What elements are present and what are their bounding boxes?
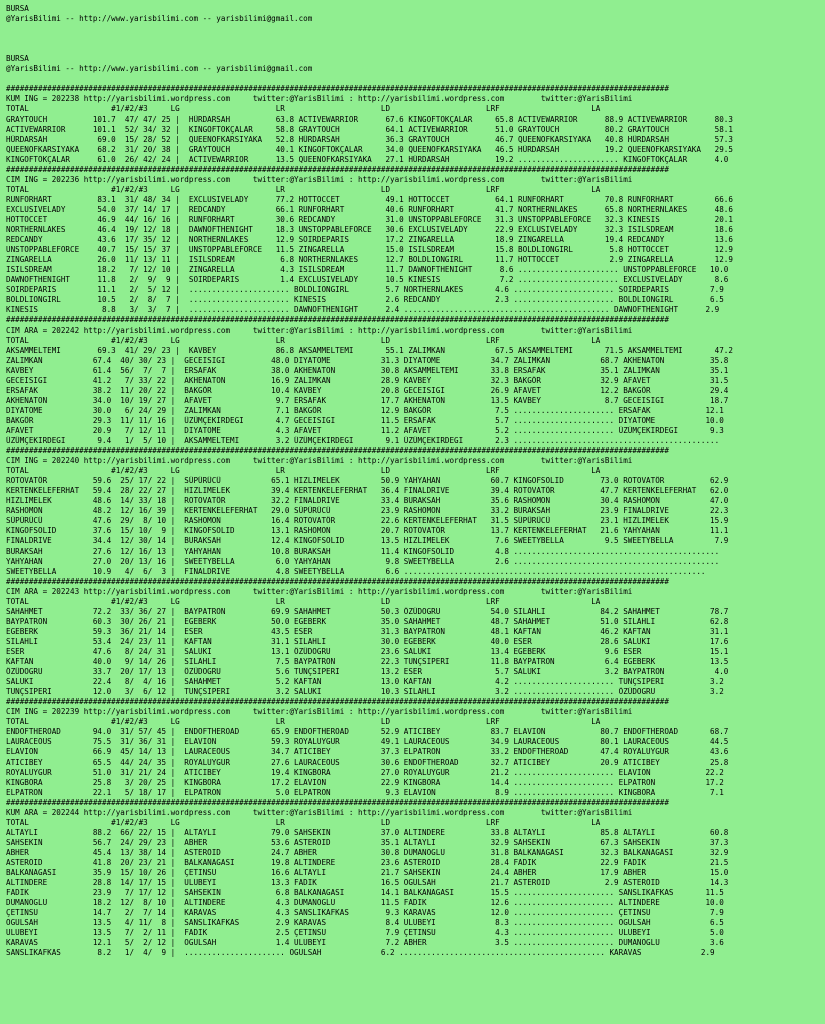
text-line: ELPATRON 22.1 5/ 18/ 17 | ELPATRON 5.0 ELPATRON 9.3 ELAVION 8.9 ...................... KINGBORA 7.1 (6, 787, 724, 797)
text-line: KUM ARA = 202244 http://yarisbilimi.wordpress.com twitter:@YarisBilimi : http://yarisbilimi.wordpress.com twitter:@YarisBilimi (6, 807, 633, 817)
text-line: LAURACEOUS 75.5 31/ 36/ 31 | ELAVION 59.3 ROYALUYGUR 49.1 LAURACEOUS 34.9 LAURACEOUS 80.1 LAURACEOUS 44.5 (6, 737, 729, 747)
text-line: UNSTOPPABLEFORCE 40.7 15/ 15/ 37 | UNSTOPPABLEFORCE 11.5 ZINGARELLA 15.0 ISILSDREAM 15.8 BOLDLIONGIRL 5.8 HOTTOCCET 12.9 (6, 245, 733, 255)
text-line: SÜPÜRÜCÜ 47.6 29/ 8/ 10 | RASHOMON 16.4 ROTOVATÖR 22.6 KERTENKELEFERHAT 31.5 SÜPÜRÜCÜ 23.1 HIZLIMELEK 15.9 (6, 516, 729, 526)
text-line: SANSLIKAFKAS 8.2 1/ 4/ 9 | ...................... OGULSAH 6.2 ............................................. KARAVAS 2.9 (6, 948, 715, 958)
text-line: BAKGÖR 29.3 11/ 11/ 16 | ÜZÜMÇEKIRDEGI 4.7 GECEISIGI 11.5 ERSAFAK 5.7 ...................... DIYATOME 10.0 (6, 415, 724, 425)
text-line: BURSA (6, 4, 29, 13)
text-line: KINGBORA 25.8 3/ 20/ 25 | KINGBORA 17.2 ELAVION 22.9 KINGBORA 14.4 ...................... ELPATRON 17.2 (6, 777, 724, 787)
text-line: CIM ING = 202240 http://yarisbilimi.wordpress.com twitter:@YarisBilimi : http://yarisbilimi.wordpress.com twitter:@YarisBilimi (6, 456, 633, 466)
text-line: FINALDRIVE 34.4 12/ 30/ 14 | BURAKSAH 12.4 KINGOFSOLID 13.5 HIZLIMELEK 7.6 SWEETYBELLA 9.5 SWEETYBELLA 7.9 (6, 536, 729, 546)
text-line: ATICIBEY 65.5 44/ 24/ 35 | ROYALUYGUR 27.6 LAURACEOUS 30.6 ENDOFTHEROAD 32.7 ATICIBEY 20.9 ATICIBEY 25.8 (6, 757, 729, 767)
text-line: HIZLIMELEK 48.6 14/ 33/ 18 | ROTOVATÖR 32.2 FINALDRIVE 33.4 BURAKSAH 35.6 RASHOMON 30.4 RASHOMON 47.0 (6, 496, 729, 506)
text-line: ACTIVEWARRIOR 101.1 52/ 34/ 32 | KINGOFTOKÇALAR 58.8 GRAYTOUCH 64.1 ACTIVEWARRIOR 51.0 GRAYTOUCH 80.2 GRAYTOUCH 58.1 (6, 124, 733, 134)
text-line: SILAHLI 53.4 24/ 23/ 11 | KAFTAN 31.1 SILAHLI 30.0 EGEBERK 40.0 ESER 28.6 SALUKI 17.6 (6, 636, 729, 646)
text-line: ################################################################################################################################################# (6, 797, 669, 807)
text-line: ALTINDERE 28.8 14/ 17/ 15 | ULUBEYI 13.3 FADIK 16.5 OGULSAH 21.7 ASTEROID 2.9 ASTEROID 14.3 (6, 878, 729, 888)
text-line: SWEETYBELLA 10.9 4/ 6/ 3 | FINALDRIVE 4.8 SWEETYBELLA 6.6 .................................................................. (6, 566, 706, 576)
text-line: SAHAHMET 72.2 33/ 36/ 27 | BAYPATRON 69.9 SAHAHMET 50.3 ÖZÜDOGRU 54.0 SILAHLI 84.2 SAHAHMET 78.7 (6, 606, 729, 616)
text-line: ROTOVATÖR 59.6 25/ 17/ 22 | SÜPÜRÜCÜ 65.1 HIZLIMELEK 50.9 YAHYAHAN 60.7 KINGOFSOLID 73.0 ROTOVATÖR 62.9 (6, 476, 729, 486)
text-line: ISILSDREAM 18.2 7/ 12/ 10 | ZINGARELLA 4.3 ISILSDREAM 11.7 DAWNOFTHENIGHT 8.6 ...................... UNSTOPPABLEFORCE 10.0 (6, 265, 729, 275)
text-line: ALTAYLI 88.2 66/ 22/ 15 | ALTAYLI 79.0 SAHSEKIN 37.0 ALTINDERE 33.8 ALTAYLI 85.8 ALTAYLI 60.8 (6, 827, 729, 837)
text-line: OGULSAH 13.5 4/ 11/ 8 | SANSLIKAFKAS 2.9 KARAVAS 8.4 ULUBEYI 8.3 ...................... OGULSAH 6.5 (6, 918, 724, 928)
text-line (6, 34, 825, 44)
text-line: ################################################################################################################################################# (6, 446, 669, 456)
text-line: NORTHERNLAKES 46.4 19/ 12/ 18 | DAWNOFTHENIGHT 18.3 UNSTOPPABLEFORCE 30.6 EXCLUSIVELADY 22.9 EXCLUSIVELADY 32.3 ISILSDREAM 18.6 (6, 225, 733, 235)
text-line: BURAKSAH 27.6 12/ 16/ 13 | YAHYAHAN 10.8 BURAKSAH 11.4 KINGOFSOLID 4.8 ............................................. (6, 546, 720, 556)
text-line: HÜRDARSAH 69.0 15/ 28/ 52 | QUEENOFKARSIYAKA 52.8 HÜRDARSAH 36.3 GRAYTOUCH 46.7 QUEENOFKARSIYAKA 40.8 HÜRDARSAH 57.3 (6, 134, 733, 144)
text-line: ELAVION 66.9 45/ 14/ 13 | LAURACEOUS 34.7 ATICIBEY 37.3 ELPATRON 33.2 ENDOFTHEROAD 47.4 ROYALUYGUR 43.6 (6, 747, 729, 757)
text-line: CIM ING = 202239 http://yarisbilimi.wordpress.com twitter:@YarisBilimi : http://yarisbilimi.wordpress.com twitter:@YarisBilimi (6, 707, 633, 717)
text-line: SAHSEKIN 56.7 24/ 29/ 23 | ABHER 53.6 ASTEROID 35.1 ALTAYLI 32.9 SAHSEKIN 67.3 SAHSEKIN 37.3 (6, 837, 729, 847)
text-line: ZALIMKAN 67.4 40/ 30/ 23 | GECEISIGI 48.0 DIYATOME 31.3 DIYATOME 34.7 ZALIMKAN 68.7 AKHENATON 35.8 (6, 355, 729, 365)
text-line: ################################################################################################################################################# (6, 697, 669, 707)
text-line: QUEENOFKARSIYAKA 68.2 31/ 20/ 38 | GRAYTOUCH 40.1 KINGOFTOKÇALAR 34.0 QUEENOFKARSIYAKA 46.5 HÜRDARSAH 19.2 QUEENOFKARSIYAKA 29.5 (6, 144, 733, 154)
text-line: BALKANAGASI 35.9 15/ 10/ 26 | ÇETINSU 16.6 ALTAYLI 21.7 SAHSEKIN 24.4 ABHER 17.9 ABHER 15.0 (6, 868, 729, 878)
text-line: KARAVAS 12.1 5/ 2/ 12 | OGULSAH 1.4 ULUBEYI 7.2 ABHER 3.5 ...................... DUMANOGLU 3.6 (6, 938, 724, 948)
text-line (6, 44, 825, 54)
text-line: ZINGARELLA 26.0 11/ 13/ 11 | ISILSDREAM 6.8 NORTHERNLAKES 12.7 BOLDLIONGIRL 11.7 HOTTOCCET 2.9 ZINGARELLA 12.9 (6, 255, 733, 265)
text-line: TOTAL #1/#2/#3 LG LR LD LRF LA (6, 717, 601, 727)
text-line: ESER 47.6 8/ 24/ 31 | SALUKI 13.1 ÖZÜDOGRU 23.6 SALUKI 13.4 EGEBERK 9.6 ESER 15.1 (6, 647, 729, 656)
text-line: KINESIS 8.8 3/ 3/ 7 | ...................... DAWNOFTHENIGHT 2.4 ............................................. DAWNOFTHENIGHT 2.9 (6, 305, 720, 315)
text-line: ABHER 45.4 13/ 38/ 14 | ASTEROID 24.7 ABHER 30.8 DUMANOGLU 31.8 BALKANAGASI 32.3 BALKANAGASI 32.9 (6, 847, 729, 857)
text-line: CIM ING = 202236 http://yarisbilimi.wordpress.com twitter:@YarisBilimi : http://yarisbilimi.wordpress.com twitter:@YarisBilimi (6, 174, 633, 184)
text-line: KAVBEY 61.4 56/ 7/ 7 | ERSAFAK 38.0 AKHENATON 30.8 AKSAMMELTEMI 33.8 ERSAFAK 35.1 ZALIMKAN 35.1 (6, 365, 729, 375)
text-line: KINGOFSOLID 37.6 15/ 10/ 9 | KINGOFSOLID 13.1 RASHOMON 20.7 ROTOVATÖR 13.7 KERTENKELEFERHAT 21.6 YAHYAHAN 11.1 (6, 526, 729, 536)
text-line: TUNÇSIPERI 12.0 3/ 6/ 12 | TUNÇSIPERI 3.2 SALUKI 10.3 SILAHLI 3.2 ...................... ÖZÜDOGRU 3.2 (6, 687, 724, 697)
text-line: YAHYAHAN 27.0 20/ 13/ 16 | SWEETYBELLA 6.0 YAHYAHAN 9.8 SWEETYBELLA 2.6 ............................................. (6, 556, 720, 566)
text-line: BOLDLIONGIRL 10.5 2/ 8/ 7 | ...................... KINESIS 2.6 REDCANDY 2.3 ...................... BOLDLIONGIRL 6.5 (6, 295, 724, 305)
text-line: KERTENKELEFERHAT 59.4 28/ 22/ 27 | HIZLIMELEK 39.4 KERTENKELEFERHAT 36.4 FINALDRIVE 39.4 ROTOVATÖR 47.7 KERTENKELEFERHAT 62.0 (6, 486, 729, 496)
text-line: AFAVET 20.9 7/ 12/ 11 | DIYATOME 4.3 AFAVET 11.2 AFAVET 5.2 ...................... ÜZÜMÇEKIRDEGI 9.3 (6, 425, 724, 435)
text-line: ################################################################################################################################################# (6, 84, 669, 94)
text-line: ULUBEYI 13.5 7/ 2/ 11 | FADIK 2.5 ÇETINSU 7.9 ÇETINSU 4.3 ...................... ULUBEYI 5.0 (6, 928, 724, 938)
text-line: AKHENATON 34.0 10/ 19/ 27 | AFAVET 9.7 ERSAFAK 17.7 AKHENATON 13.5 KAVBEY 8.7 GECEISIGI 18.7 (6, 395, 729, 405)
text-line: KINGOFTOKÇALAR 61.0 26/ 42/ 24 | ACTIVEWARRIOR 13.5 QUEENOFKARSIYAKA 27.1 HÜRDARSAH 19.2 ...................... KINGOFTOKÇALAR 4.0 (6, 154, 729, 164)
text-line: TOTAL #1/#2/#3 LG LR LD LRF LA (6, 817, 601, 827)
text-line: CIM ARA = 202243 http://yarisbilimi.wordpress.com twitter:@YarisBilimi : http://yarisbilimi.wordpress.com twitter:@YarisBilimi (6, 586, 633, 596)
text-line: ERSAFAK 38.2 11/ 20/ 22 | BAKGÖR 10.4 KAVBEY 20.8 GECEISIGI 26.9 AFAVET 12.2 BAKGÖR 29.4 (6, 385, 729, 395)
text-line: ÖZÜDOGRU 33.7 20/ 17/ 13 | ÖZÜDOGRU 5.6 TUNÇSIPERI 13.2 ESER 5.7 SALUKI 3.2 BAYPATRON 4.0 (6, 667, 729, 677)
text-line: TOTAL #1/#2/#3 LG LR LD LRF LA (6, 466, 601, 476)
text-line: @YarisBilimi -- http://www.yarisbilimi.com -- yarisbilimi@gmail.com (6, 64, 313, 74)
text-line: CIM ARA = 202242 http://yarisbilimi.wordpress.com twitter:@YarisBilimi : http://yarisbilimi.wordpress.com twitter:@YarisBilimi (6, 325, 633, 335)
text-line: ÜZÜMÇEKIRDEGI 9.4 1/ 5/ 10 | AKSAMMELTEMI 3.2 ÜZÜMÇEKIRDEGI 9.1 ÜZÜMÇEKIRDEGI 2.3 ............................................. (6, 436, 720, 446)
text-line: TOTAL #1/#2/#3 LG LR LD LRF LA (6, 104, 601, 114)
text-line: DUMANOGLU 18.2 12/ 8/ 10 | ALTINDERE 4.3 DUMANOGLU 11.5 FADIK 12.6 ...................... ALTINDERE 10.0 (6, 898, 724, 908)
text-line: @YarisBilimi -- http://www.yarisbilimi.com -- yarisbilimi@gmail.com (6, 14, 313, 24)
text-line: REDCANDY 43.6 17/ 35/ 12 | NORTHERNLAKES 12.9 SOIRDEPARIS 17.2 ZINGARELLA 18.9 ZINGARELLA 19.4 REDCANDY 13.6 (6, 235, 733, 245)
text-line: ENDOFTHEROAD 94.0 31/ 57/ 45 | ENDOFTHEROAD 65.9 ENDOFTHEROAD 52.9 ATICIBEY 83.7 ELAVION 80.7 ENDOFTHEROAD 68.7 (6, 727, 729, 737)
text-line: ROYALUYGUR 51.0 31/ 21/ 24 | ATICIBEY 19.4 KINGBORA 27.0 ROYALUYGUR 21.2 ...................... ELAVION 22.2 (6, 767, 724, 777)
text-line: ASTEROID 41.8 20/ 23/ 21 | BALKANAGASI 19.8 ALTINDERE 23.6 ASTEROID 28.4 FADIK 22.9 FADIK 21.5 (6, 857, 729, 867)
text-line: ################################################################################################################################################# (6, 576, 669, 586)
text-line: KAFTAN 40.0 9/ 14/ 26 | SILAHLI 7.5 BAYPATRON 22.3 TUNÇSIPERI 11.8 BAYPATRON 6.4 EGEBERK 13.5 (6, 657, 729, 667)
text-line: TOTAL #1/#2/#3 LG LR LD LRF LA (6, 596, 601, 606)
text-line (6, 74, 825, 84)
text-line: RASHOMON 48.2 12/ 16/ 39 | KERTENKELEFERHAT 29.0 SÜPÜRÜCÜ 23.9 RASHOMON 33.2 BURAKSAH 23.9 FINALDRIVE 22.3 (6, 506, 729, 516)
text-line: GECEISIGI 41.2 7/ 33/ 22 | AKHENATON 16.9 ZALIMKAN 28.9 KAVBEY 32.3 BAKGÖR 32.9 AFAVET 31.5 (6, 375, 729, 385)
text-line: KUM ING = 202238 http://yarisbilimi.wordpress.com twitter:@YarisBilimi : http://yarisbilimi.wordpress.com twitter:@YarisBilimi (6, 94, 633, 104)
text-line: RUNFORHART 83.1 31/ 48/ 34 | EXCLUSIVELADY 77.2 HOTTOCCET 49.1 HOTTOCCET 64.1 RUNFORHART 70.8 RUNFORHART 66.6 (6, 194, 733, 204)
text-line: AKSAMMELTEMI 69.3 41/ 29/ 23 | KAVBEY 86.8 AKSAMMELTEMI 55.1 ZALIMKAN 67.5 AKSAMMELTEMI 71.5 AKSAMMELTEMI 47.2 (6, 345, 733, 355)
text-line: TOTAL #1/#2/#3 LG LR LD LRF LA (6, 335, 601, 345)
text-line: ÇETINSU 14.7 2/ 7/ 14 | KARAVAS 4.3 SANSLIKAFKAS 9.3 KARAVAS 12.0 ...................... ÇETINSU 7.9 (6, 908, 724, 918)
text-line: HOTTOCCET 46.9 44/ 16/ 16 | RUNFORHART 30.6 REDCANDY 31.0 UNSTOPPABLEFORCE 31.3 UNSTOPPABLEFORCE 32.3 KINESIS 20.1 (6, 214, 733, 224)
text-line: SOIRDEPARIS 11.1 2/ 5/ 12 | ...................... BOLDLIONGIRL 5.7 NORTHERNLAKES 4.6 ...................... SOIRDEPARIS 7.9 (6, 285, 724, 295)
text-line: DIYATOME 30.0 6/ 24/ 29 | ZALIMKAN 7.1 BAKGÖR 12.9 BAKGÖR 7.5 ...................... ERSAFAK 12.1 (6, 405, 724, 415)
text-line: BAYPATRON 60.3 30/ 26/ 21 | EGEBERK 50.0 EGEBERK 35.0 SAHAHMET 48.7 SAHAHMET 51.0 SILAHLI 62.8 (6, 616, 729, 626)
text-line: TOTAL #1/#2/#3 LG LR LD LRF LA (6, 184, 601, 194)
text-line: ################################################################################################################################################# (6, 315, 669, 325)
text-line: EXCLUSIVELADY 54.0 37/ 14/ 17 | REDCANDY 66.1 RUNFORHART 40.6 RUNFORHART 41.7 NORTHERNLAKES 65.8 NORTHERNLAKES 48.6 (6, 204, 733, 214)
text-line: GRAYTOUCH 101.7 47/ 47/ 25 | HÜRDARSAH 63.8 ACTIVEWARRIOR 67.6 KINGOFTOKÇALAR 65.8 ACTIVEWARRIOR 88.9 ACTIVEWARRIOR 80.3 (6, 114, 733, 124)
text-line: SALUKI 22.4 8/ 4/ 16 | SAHAHMET 5.2 KAFTAN 13.0 KAFTAN 4.2 ...................... TUNÇSIPERI 3.2 (6, 677, 724, 687)
text-line: ################################################################################################################################################# (6, 164, 669, 174)
text-line (6, 24, 825, 34)
text-line: EGEBERK 59.3 36/ 21/ 14 | ESER 43.5 ESER 31.3 BAYPATRON 48.1 KAFTAN 46.2 KAFTAN 31.1 (6, 626, 729, 636)
text-line: FADIK 23.9 7/ 17/ 12 | SAHSEKIN 6.8 BALKANAGASI 14.1 BALKANAGASI 15.5 ...................... SANSLIKAFKAS 11.5 (6, 888, 724, 898)
text-line: BURSA (6, 54, 29, 64)
text-line: DAWNOFTHENIGHT 11.8 2/ 9/ 9 | SOIRDEPARIS 1.4 EXCLUSIVELADY 10.5 KINESIS 7.2 ...................... EXCLUSIVELADY 8.6 (6, 275, 729, 285)
